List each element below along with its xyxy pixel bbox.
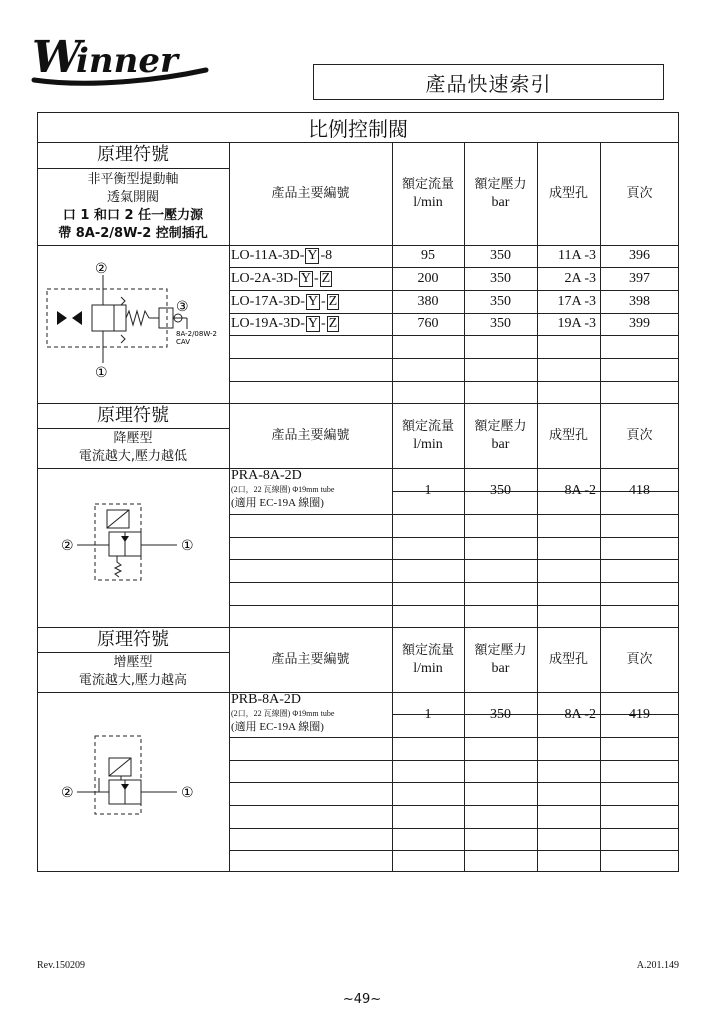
svg-text:inner: inner <box>76 41 178 81</box>
col-cavity: 成型孔 <box>548 651 588 667</box>
col-page: 頁次 <box>626 427 653 443</box>
table-row-model: PRA-8A-2D (2口，22 瓦線圈) Φ19mm tube (適用 EC-19A 線圈) <box>231 468 335 509</box>
col-pressure: 額定壓力 bar <box>474 642 527 676</box>
table-cell-pressure: 350 <box>490 706 511 722</box>
valve-description: 非平衡型提動軸 透氣開閥 口 1 和口 2 任一壓力源 帶 8A-2/8W-2 控制插孔 <box>58 171 208 241</box>
table-cell-page: 399 <box>629 316 650 331</box>
col-pressure: 額定壓力 bar <box>474 418 527 452</box>
table-cell-pressure: 350 <box>490 293 511 309</box>
port-3-label: ③ <box>176 299 189 315</box>
table-cell-pressure: 350 <box>490 316 511 331</box>
table-cell-flow: 760 <box>417 316 439 331</box>
table-cell-page: 396 <box>629 248 650 263</box>
col-pressure: 額定壓力 bar <box>474 176 527 210</box>
table-row-model: LO-11A-3D- Y -8 <box>231 248 333 263</box>
col-page: 頁次 <box>626 651 653 667</box>
symbol-header: 原理符號 <box>97 144 169 165</box>
port-1-label: ① <box>181 785 194 801</box>
page-title: 產品快速索引 <box>313 64 664 100</box>
section-title: 比例控制閥 <box>308 116 408 141</box>
table-cell-pressure: 350 <box>490 483 511 498</box>
table-row-model: PRB-8A-2D (2口，22 瓦線圈) Φ19mm tube (適用 EC-19A 線圈) <box>231 692 335 733</box>
valve-description: 降壓型 電流越大,壓力越低 <box>78 431 188 464</box>
document-code: A.201.149 <box>636 960 679 971</box>
table-cell-pressure: 350 <box>490 248 511 263</box>
port-1-label: ① <box>181 538 194 554</box>
table-row-model: LO-19A-3D- Y - Z <box>231 316 338 331</box>
col-cavity: 成型孔 <box>548 427 588 443</box>
table-cell-flow: 1 <box>424 706 432 722</box>
svg-text:CAV: CAV <box>176 338 191 346</box>
table-row-model: LO-17A-3D- Y - Z <box>231 293 338 309</box>
revision-code: Rev.150209 <box>37 960 85 971</box>
table-cell-page: 398 <box>629 293 650 309</box>
col-flow: 額定流量 l/min <box>401 642 454 676</box>
table-cell-cavity: 11A -3 <box>558 248 596 263</box>
table-cell-cavity: 8A -2 <box>564 706 596 722</box>
col-model: 產品主要編號 <box>271 185 350 201</box>
svg-text:8A-2/08W-2: 8A-2/08W-2 <box>176 330 217 338</box>
table-cell-flow: 380 <box>417 293 439 309</box>
table-cell-page: 418 <box>629 483 650 498</box>
winner-logo <box>30 28 220 92</box>
valve-description: 增壓型 電流越大,壓力越高 <box>78 655 188 688</box>
table-cell-cavity: 17A -3 <box>557 293 596 309</box>
table-cell-cavity: 2A -3 <box>564 270 596 286</box>
port-2-label: ② <box>61 538 74 554</box>
port-2-label: ② <box>61 785 74 801</box>
col-page: 頁次 <box>626 185 653 201</box>
col-cavity: 成型孔 <box>548 185 588 201</box>
symbol-header: 原理符號 <box>97 628 169 650</box>
port-2-label: ② <box>95 261 108 277</box>
table-cell-page: 397 <box>629 270 650 286</box>
table-row-model: LO-2A-3D- Y - Z <box>231 270 331 286</box>
symbol-header: 原理符號 <box>97 404 169 426</box>
table-cell-cavity: 8A -2 <box>564 483 596 498</box>
hydraulic-symbol-2 <box>37 468 229 627</box>
col-model: 產品主要編號 <box>271 427 350 443</box>
col-flow: 額定流量 l/min <box>401 418 454 452</box>
page-number: ~49~ <box>342 992 382 1007</box>
table-cell-flow: 200 <box>417 270 439 286</box>
hydraulic-symbol-1 <box>37 245 229 403</box>
svg-text:W: W <box>32 32 82 83</box>
hydraulic-symbol-3 <box>37 692 229 872</box>
col-flow: 額定流量 l/min <box>401 176 454 210</box>
table-cell-cavity: 19A -3 <box>557 316 596 331</box>
table-cell-pressure: 350 <box>490 270 511 286</box>
col-model: 產品主要編號 <box>271 651 350 667</box>
table-cell-page: 419 <box>629 706 650 722</box>
port-1-label: ① <box>95 365 108 381</box>
table-cell-flow: 95 <box>421 248 435 263</box>
table-cell-flow: 1 <box>424 483 432 498</box>
